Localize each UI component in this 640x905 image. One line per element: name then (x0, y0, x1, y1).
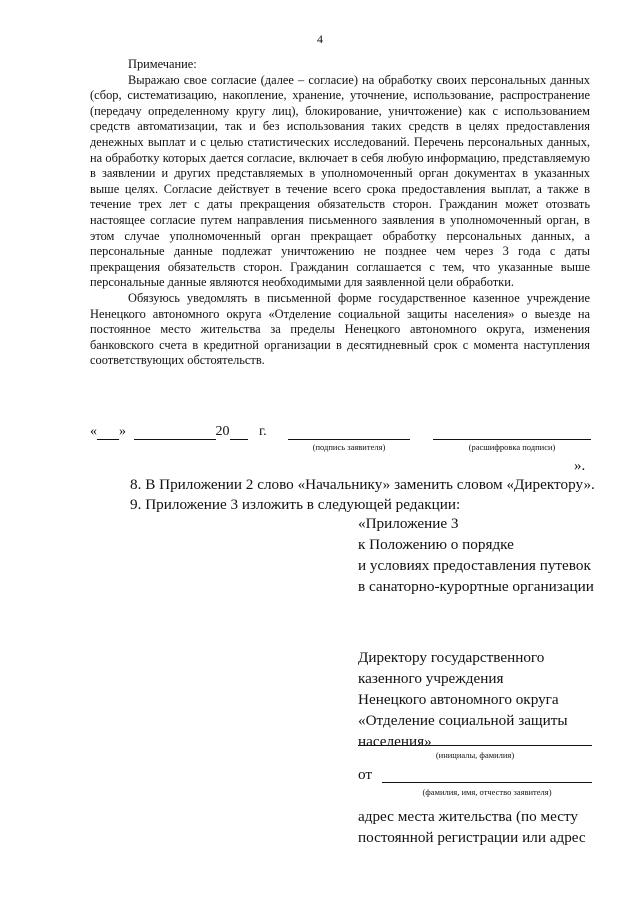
appendix-line: в санаторно-курортные организации (358, 578, 594, 595)
day-blank[interactable] (97, 424, 119, 440)
amendment-item-9: 9. Приложение 3 изложить в следующей редакции: (130, 496, 461, 513)
appendix-line: к Положению о порядке (358, 536, 514, 553)
notification-paragraph: Обязуюсь уведомлять в письменной форме государственное казенное учреждение Ненецкого автономного округа «Отделение социальной защиты населения» о выезде на постоянное место жительства за пределы Ненецкого автономного округа, изменения банковского счета в кредитной организации в десятидневный срок с момента наступления соответствующих обстоятельств. (90, 290, 590, 368)
applicant-caption: (фамилия, имя, отчество заявителя) (422, 787, 552, 797)
addressee-line: населения» (358, 733, 432, 750)
page-number: 4 (317, 32, 323, 46)
address-line: адрес места жительства (по месту (358, 808, 579, 825)
signature-row (90, 424, 600, 464)
amendment-item-8: 8. В Приложении 2 слово «Начальнику» заменить словом «Директору». (130, 476, 595, 493)
address-line: постоянной регистрации или адрес (358, 829, 586, 846)
addressee-line: казенного учреждения (358, 670, 504, 687)
quote-close: » (119, 424, 126, 439)
addressee-line: «Отделение социальной защиты (358, 712, 568, 729)
consent-note (90, 57, 590, 369)
year-blank[interactable] (230, 424, 248, 440)
date-field (90, 424, 267, 440)
addressee-block (358, 647, 568, 752)
addressee-line: Ненецкого автономного округа (358, 691, 559, 708)
address-block (358, 806, 586, 848)
quote-open: « (90, 424, 97, 439)
closing-quote: ». (574, 458, 586, 474)
signature-caption: (подпись заявителя) (312, 442, 386, 452)
initials-line[interactable] (358, 745, 592, 746)
year-suffix: г. (259, 424, 267, 439)
initials-caption: (инициалы, фамилия) (435, 750, 515, 760)
appendix-line: «Приложение 3 (358, 515, 459, 532)
signature-decoding-line[interactable] (433, 439, 591, 440)
year-prefix: 20 (215, 424, 230, 439)
appendix-line: и условиях предоставления путевок (358, 557, 591, 574)
applicant-name-line[interactable] (382, 782, 592, 783)
decoding-caption: (расшифровка подписи) (468, 442, 556, 452)
consent-paragraph: Выражаю свое согласие (далее – согласие) на обработку своих персональных данных (сбор, систематизацию, накопление, хранение, уточнение, использование, распространение (передачу определенному кругу лиц), блокирование, уничтожение) как с использованием средств автоматизации, так и без использования таких средств в целях предоставления денежных выплат и с целью статистических исследований. Перечень персональных данных, на обработку которых дается согласие, включает в себя любую информацию, представляемую в заявлении и других представляемых в уполномоченный орган документах в указанных выше целях. Согласие действует в течение всего срока предоставления выплат, а также в течение трех лет с даты прекращения обязательств сторон. Гражданин может отозвать настоящее согласие путем направления письменного заявления в уполномоченный орган, в этом случае уполномоченный орган прекращает обработку персональных данных, а персональные данные подлежат уничтожению не позднее чем через 3 года с даты прекращения обязательств сторон. Гражданин соглашается с тем, что указанные выше персональные данные являются необходимыми для заявленной цели обработки. (90, 72, 590, 290)
appendix-header (358, 513, 594, 597)
from-label: от (358, 766, 373, 783)
signature-line[interactable] (288, 439, 410, 440)
month-blank[interactable] (134, 424, 216, 440)
addressee-line: Директору государственного (358, 649, 545, 666)
note-title: Примечание: (128, 57, 197, 71)
